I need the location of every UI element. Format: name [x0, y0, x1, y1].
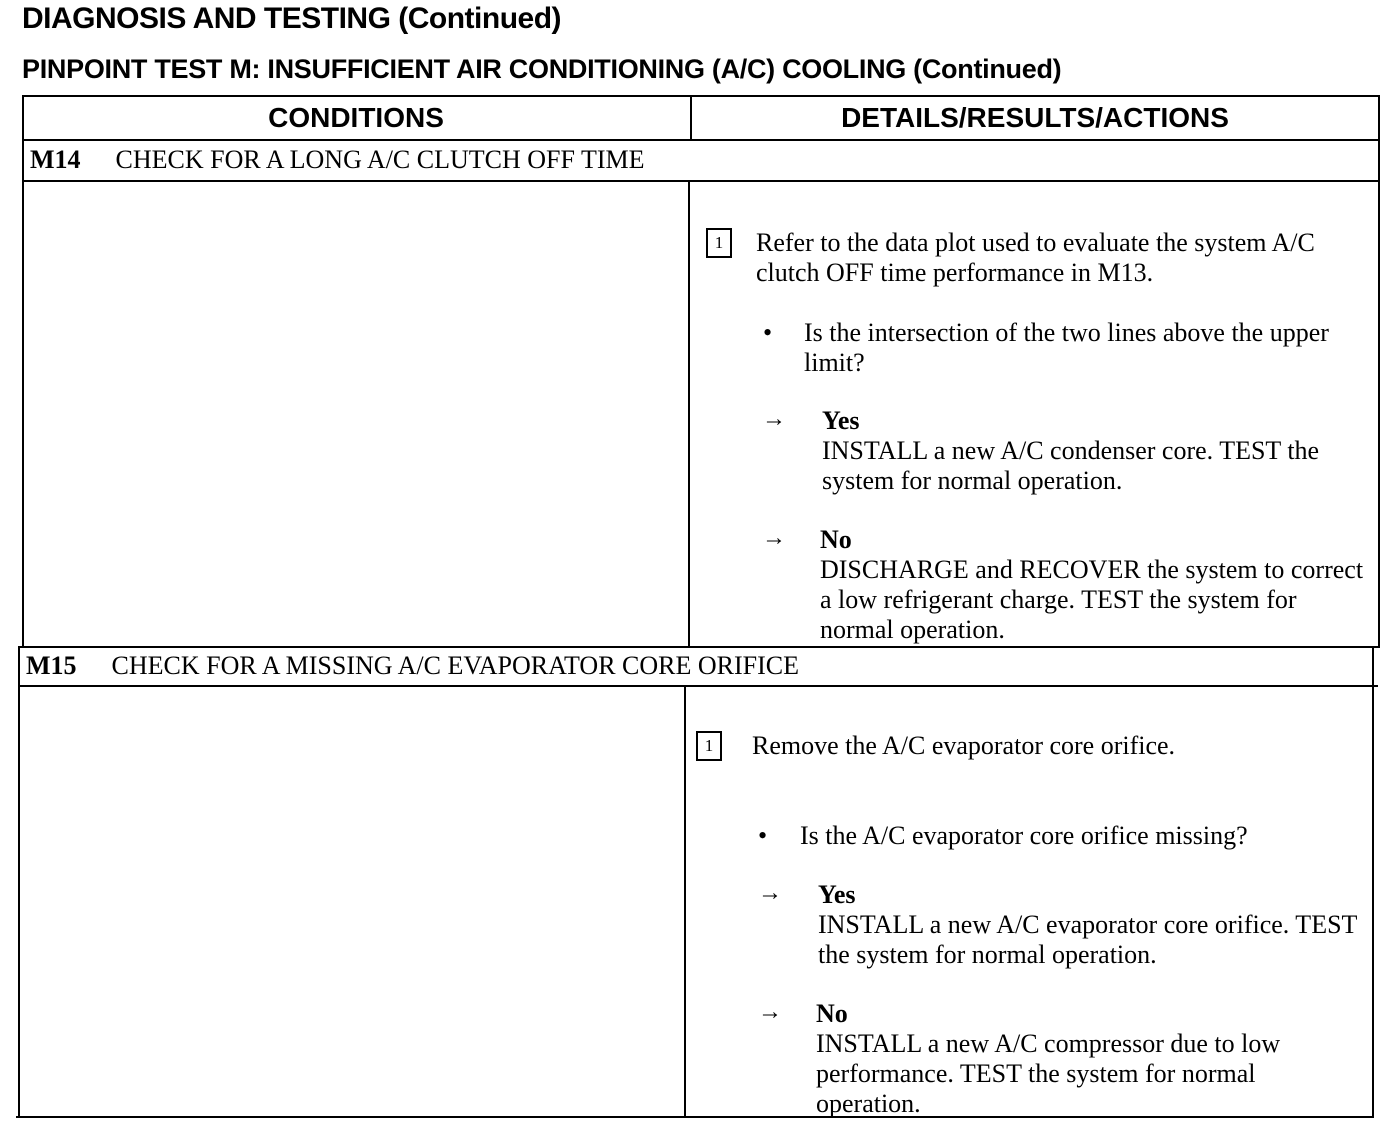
question-text: Is the intersection of the two lines above the upper limit?	[804, 318, 1329, 377]
m14-title-divider	[22, 180, 1380, 182]
left-border-lower	[18, 646, 20, 1118]
yes-result	[822, 406, 1367, 496]
column-header-conditions: CONDITIONS	[268, 102, 444, 133]
no-label: No	[820, 525, 852, 554]
yes-label: Yes	[822, 406, 860, 435]
yes-action: INSTALL a new A/C condenser core. TEST the system for normal operation.	[822, 436, 1320, 495]
m15-column-divider	[684, 685, 686, 1118]
no-action: DISCHARGE and RECOVER the system to correct a low refrigerant charge. TEST the system for normal operation.	[820, 555, 1364, 644]
page-title: DIAGNOSIS AND TESTING (Continued)	[22, 2, 562, 35]
step-id: M14	[30, 145, 81, 174]
header-divider	[22, 139, 1380, 141]
no-result	[816, 999, 1356, 1119]
no-action: INSTALL a new A/C compressor due to low performance. TEST the system for normal operation.	[816, 1029, 1281, 1118]
right-border-lower	[1372, 646, 1374, 1118]
step-title-m14	[30, 145, 645, 175]
action-number-box: 1	[706, 228, 732, 258]
pinpoint-test-title: PINPOINT TEST M: INSUFFICIENT AIR CONDITIONING (A/C) COOLING (Continued)	[22, 54, 1062, 84]
yes-action: INSTALL a new A/C evaporator core orifice. TEST the system for normal operation.	[818, 910, 1357, 969]
m15-top-border	[20, 646, 1378, 648]
left-border-upper	[22, 95, 24, 648]
step-id: M15	[26, 651, 77, 680]
action-text: Refer to the data plot used to evaluate the system A/C clutch OFF time performance in M13.	[756, 228, 1315, 287]
bullet-icon: •	[758, 821, 768, 850]
no-label: No	[816, 999, 848, 1028]
question-text: Is the A/C evaporator core orifice missing?	[800, 821, 1248, 850]
step-title-text: CHECK FOR A MISSING A/C EVAPORATOR CORE ORIFICE	[111, 651, 800, 680]
arrow-icon: →	[758, 880, 782, 906]
no-result	[820, 525, 1368, 645]
m14-column-divider	[688, 180, 690, 648]
bullet-icon: •	[763, 318, 773, 347]
m15-title-divider	[20, 685, 1378, 687]
action-number-box: 1	[696, 731, 722, 761]
arrow-icon: →	[758, 999, 782, 1025]
action-text: Remove the A/C evaporator core orifice.	[752, 731, 1176, 760]
step-title-text: CHECK FOR A LONG A/C CLUTCH OFF TIME	[115, 145, 645, 174]
arrow-icon: →	[762, 525, 786, 551]
column-header-details: DETAILS/RESULTS/ACTIONS	[841, 102, 1229, 133]
step-title-m15	[26, 651, 799, 681]
arrow-icon: →	[762, 406, 786, 432]
right-border-upper	[1378, 95, 1380, 648]
yes-label: Yes	[818, 880, 856, 909]
yes-result	[818, 880, 1363, 970]
